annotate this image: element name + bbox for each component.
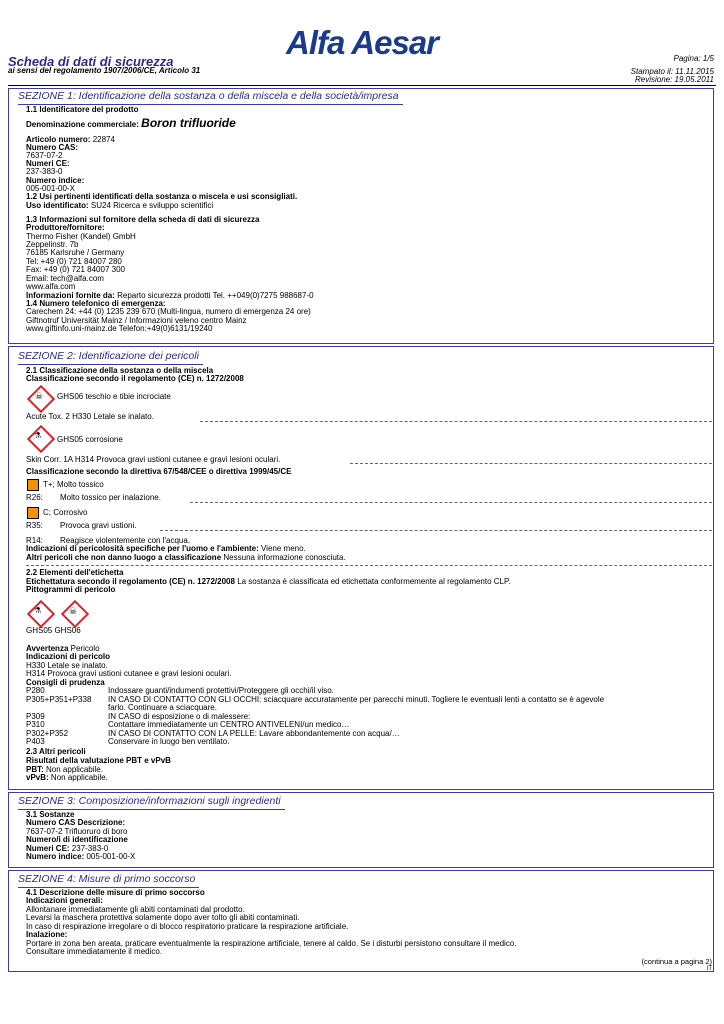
skin-corr-row: Skin Corr. 1A H314 Provoca gravi ustioni cutanee e gravi lesioni oculari.: [26, 455, 281, 464]
index-value: 005-001-00-X: [26, 184, 75, 193]
pbt-row: PBT: Non applicabile.: [26, 765, 103, 774]
pbt-heading: Risultati della valutazione PBT e vPvB: [26, 756, 171, 765]
ghs06-label: GHS06 teschio e tibie incrociate: [57, 392, 171, 401]
skull-icon: ☠: [69, 606, 78, 616]
section-1-title: SEZIONE 1: Identificazione della sostanza o della miscela e della società/impresa: [18, 90, 399, 102]
precaution-text: Contattare immediatamente un CENTRO ANTIVELENI/un medico…: [108, 720, 350, 729]
h330-statement: H330 Letale se inalato.: [26, 661, 108, 670]
section-3-title: SEZIONE 3: Composizione/informazioni sugli ingredienti: [18, 795, 281, 807]
language-code: IT: [706, 966, 712, 972]
toxic-symbol-icon: [27, 479, 39, 491]
general-heading: Indicazioni generali:: [26, 896, 103, 905]
continue-note: (continua a pagina 2): [641, 957, 712, 966]
supplier-line: Thermo Fisher (Kandel) GmbH: [26, 232, 136, 241]
precaution-code: P309: [26, 711, 45, 721]
hazard-statements-heading: Indicazioni di pericolo: [26, 652, 111, 661]
h314-statement: H314 Provoca gravi ustioni cutanee e gravi lesioni oculari.: [26, 669, 232, 678]
directive-heading: Classificazione secondo la direttiva 67/548/CEE o direttiva 1999/45/CE: [26, 467, 292, 476]
clp-heading: Classificazione secondo il regolamento (CE) n. 1272/2008: [26, 374, 244, 383]
section-2-title: SEZIONE 2: Identificazione dei pericoli: [18, 350, 199, 362]
precaution-text: IN CASO DI CONTATTO CON GLI OCCHI: sciacquare accuratamente per parecchi minuti. Togliere le eventuali lenti a contatto se è agevole: [108, 694, 605, 704]
acute-tox-row: Acute Tox. 2 H330 Letale se inalato.: [26, 412, 154, 421]
s1-2-heading: 1.2 Usi pertinenti identificati della sostanza o miscela e usi sconsigliati.: [26, 192, 298, 201]
document-subtitle: ai sensi del regolamento 1907/2006/CE, Articolo 31: [8, 66, 201, 75]
specific-row: Indicazioni di pericolosità specifiche per l'uomo e l'ambiente: Viene meno.: [26, 544, 306, 553]
article-row: Articolo numero: 22874: [26, 135, 115, 144]
inhalation-line: Portare in zona ben areata, praticare eventualmente la respirazione artificiale, tenere al caldo. Se i disturbi persistono consultare il medico.: [26, 939, 517, 948]
r14-code: R14:: [26, 536, 43, 545]
r14-text: Reagisce violentemente con l'acqua.: [60, 536, 191, 545]
page-number: Pagina: 1/5: [673, 54, 714, 63]
dashed-divider: [200, 421, 712, 422]
dashed-divider: [350, 463, 712, 464]
supplier-email[interactable]: Email: tech@alfa.com: [26, 274, 104, 283]
other-row: Altri pericoli che non danno luogo a classificazione Nessuna informazione conosciuta.: [26, 553, 346, 562]
labelling-row: Etichettatura secondo il regolamento (CE) n. 1272/2008 La sostanza è classificata ed etichettata conformemente al regolamento CLP.: [26, 577, 511, 586]
section-4-title: SEZIONE 4: Misure di primo soccorso: [18, 873, 196, 885]
cas-desc-heading: Numero CAS Descrizione:: [26, 818, 126, 827]
s4-1-heading: 4.1 Descrizione delle misure di primo soccorso: [26, 888, 205, 897]
corrosion-icon: ⚗: [34, 431, 42, 440]
r26-code: R26:: [26, 493, 43, 502]
brand-logo: Alfa Aesar: [286, 24, 439, 61]
s3-ce-row: Numeri CE: 237-383-0: [26, 844, 109, 853]
use-row: Uso identificato: SU24 Ricerca e sviluppo scientifici: [26, 201, 214, 210]
ce-value: 237-383-0: [26, 167, 63, 176]
index-label: Numero indice:: [26, 176, 85, 185]
cas-label: Numero CAS:: [26, 143, 79, 152]
precaution-text: IN CASO DI CONTATTO CON LA PELLE: Lavare abbondantemente con acqua/…: [108, 728, 400, 738]
corrosive-symbol-icon: [27, 507, 39, 519]
signal-word-row: Avvertenza Pericolo: [26, 644, 100, 653]
supplier-website[interactable]: www.alfa.com: [26, 282, 76, 291]
emergency-link[interactable]: www.giftinfo.uni-mainz.de Telefon:+49(0)6131/19240: [26, 324, 213, 333]
info-row: Informazioni fornite da: Reparto sicurezza prodotti Tel. ++049(0)7275 988687-0: [26, 291, 314, 300]
precaution-text: IN CASO di esposizione o di malessere:: [108, 711, 251, 721]
r35-text: Provoca gravi ustioni.: [60, 521, 137, 530]
ident-heading: Numero/i di identificazione: [26, 835, 128, 844]
cas-desc-value: 7637-07-2 Trifluoruro di boro: [26, 827, 128, 836]
general-line: In caso di respirazione irregolare o di blocco respiratorio praticare la respirazione artificiale.: [26, 922, 349, 931]
general-line: Allontanare immediatamente gli abiti contaminati dal prodotto.: [26, 905, 245, 914]
precaution-text: Conservare in luogo ben ventilato.: [108, 737, 230, 746]
precaution-text: Indossare guanti/indumenti protettivi/Proteggere gli occhi/il viso.: [108, 686, 334, 695]
revision-date: Revisione: 19.05.2011: [634, 75, 714, 84]
ce-label: Numeri CE:: [26, 159, 70, 168]
corrosive-label: C; Corrosivo: [43, 508, 88, 517]
corrosion-icon: ⚗: [34, 606, 42, 615]
supplier-line: Fax: +49 (0) 721 84007 300: [26, 265, 125, 274]
s3-1-heading: 3.1 Sostanze: [26, 810, 75, 819]
s1-4-heading: 1.4 Numero telefonico di emergenza:: [26, 299, 166, 308]
inhalation-line: Consultare immediatamente il medico.: [26, 947, 163, 956]
document-title: Scheda di dati di sicurezza: [8, 54, 174, 69]
precaution-code: P310: [26, 720, 45, 729]
precaution-text: farlo. Continuare a sciacquare.: [108, 703, 217, 712]
dashed-divider: [26, 565, 712, 566]
supplier-line: 76185 Karlsruhe / Germany: [26, 248, 125, 257]
precaution-heading: Consigli di prudenza: [26, 678, 105, 687]
emergency-line: Giftnotruf Universität Mainz / Informazioni veleno centro Mainz: [26, 316, 247, 325]
r26-text: Molto tossico per inalazione.: [60, 493, 161, 502]
dashed-divider: [160, 530, 712, 531]
ghs05-label: GHS05 corrosione: [57, 435, 123, 444]
pictogram-codes: GHS05 GHS06: [26, 626, 81, 635]
header-divider: [8, 85, 716, 86]
trade-name-row: Denominazione commerciale: Boron trifluoride: [26, 116, 236, 130]
precaution-code: P403: [26, 737, 45, 746]
skull-icon: ☠: [35, 391, 44, 401]
supplier-line: Tel: +49 (0) 721 84007 280: [26, 257, 122, 266]
s3-index-row: Numero indice: 005-001-00-X: [26, 852, 136, 861]
emergency-line: Carechem 24: +44 (0) 1235 239 670 (Multi-lingua, numero di emergenza 24 ore): [26, 307, 311, 316]
s2-3-heading: 2.3 Altri pericoli: [26, 747, 86, 756]
general-line: Levarsi la maschera protettiva solamente dopo aver tolto gli abiti contaminati.: [26, 913, 300, 922]
supplier-label: Produttore/fornitore:: [26, 223, 105, 232]
s2-2-heading: 2.2 Elementi dell'etichetta: [26, 568, 124, 577]
s1-1-heading: 1.1 Identificatore del prodotto: [26, 105, 139, 114]
tplus-label: T+; Molto tossico: [43, 480, 104, 489]
precaution-code: P305+P351+P338: [26, 694, 92, 704]
precaution-code: P302+P352: [26, 728, 69, 738]
product-name: Boron trifluoride: [141, 116, 236, 130]
inhalation-heading: Inalazione:: [26, 930, 68, 939]
dashed-divider: [190, 502, 712, 503]
printed-date: Stampato il: 11.11.2015: [630, 67, 714, 76]
s1-3-heading: 1.3 Informazioni sul fornitore della scheda di dati di sicurezza: [26, 215, 260, 224]
r35-code: R35:: [26, 521, 43, 530]
s2-1-heading: 2.1 Classificazione della sostanza o della miscela: [26, 366, 214, 375]
precaution-code: P280: [26, 686, 45, 695]
pictogram-heading: Pittogrammi di pericolo: [26, 585, 116, 594]
cas-value: 7637-07-2: [26, 151, 63, 160]
supplier-line: Zeppelinstr. 7b: [26, 240, 79, 249]
vpvb-row: vPvB: Non applicabile.: [26, 773, 108, 782]
